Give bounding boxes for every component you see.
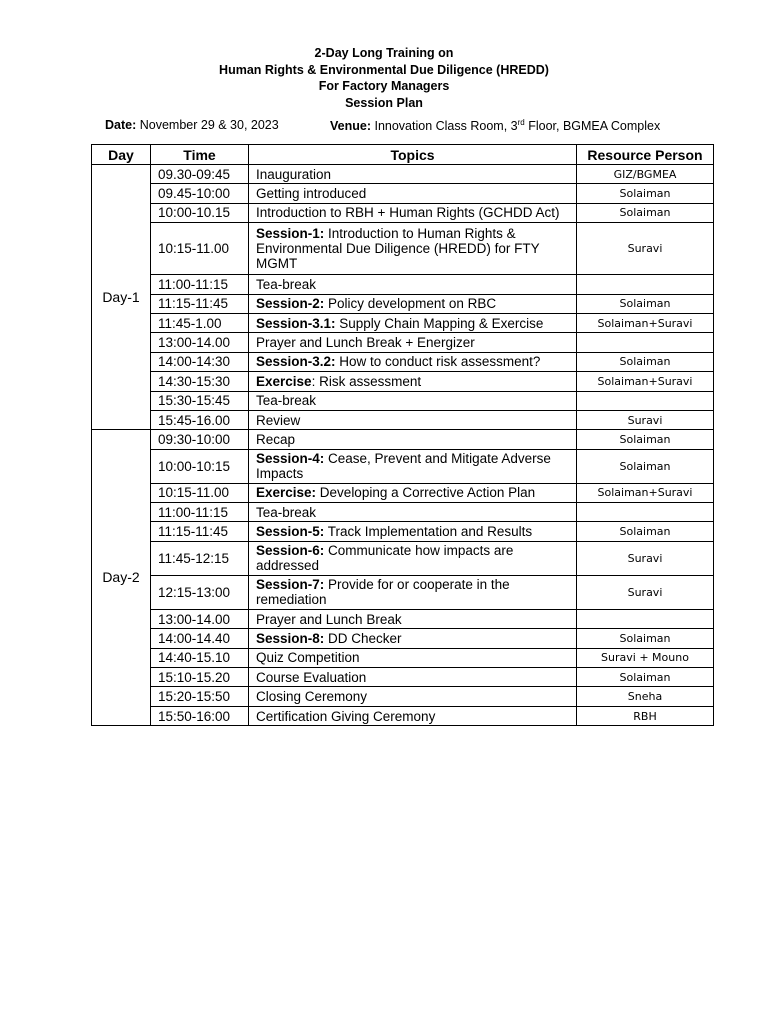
resource-person-cell: Solaiman+Suravi <box>577 372 714 391</box>
time-cell: 15:20-15:50 <box>151 687 249 706</box>
topic-cell <box>249 203 577 222</box>
resource-person-cell <box>577 275 714 294</box>
topic-text: Tea-break <box>256 276 317 292</box>
resource-person-cell: GIZ/BGMEA <box>577 165 714 184</box>
resource-person-cell: Solaiman <box>577 629 714 648</box>
table-row <box>92 706 714 725</box>
topic-cell <box>249 541 577 575</box>
topic-cell <box>249 648 577 667</box>
topic-cell <box>249 372 577 391</box>
topic-text: Getting introduced <box>256 186 367 202</box>
topic-session-label: Session-2: <box>256 296 325 312</box>
table-row <box>92 313 714 332</box>
time-cell: 11:00-11:15 <box>151 503 249 522</box>
table-row <box>92 522 714 541</box>
table-row <box>92 449 714 483</box>
table-row <box>92 294 714 313</box>
doc-title-line-4: Session Plan <box>345 95 423 110</box>
topic-text: : Risk assessment <box>311 373 422 389</box>
table-row <box>92 541 714 575</box>
table-header-row <box>92 145 714 165</box>
resource-person-cell: Suravi <box>577 223 714 275</box>
topic-cell <box>249 223 577 275</box>
topic-cell <box>249 687 577 706</box>
topic-cell <box>249 410 577 429</box>
date-value: November 29 & 30, 2023 <box>136 118 279 132</box>
topic-cell <box>249 333 577 352</box>
table-row <box>92 575 714 609</box>
topic-text: Tea-break <box>256 393 317 409</box>
doc-title-line-1: 2-Day Long Training on <box>314 46 454 60</box>
topic-cell <box>249 165 577 184</box>
time-cell: 12:15-13:00 <box>151 575 249 609</box>
resource-person-cell: Sneha <box>577 687 714 706</box>
resource-person-cell: Solaiman+Suravi <box>577 313 714 332</box>
table-row <box>92 352 714 371</box>
topic-text: Communicate how impacts are addressed <box>256 543 514 574</box>
table-row <box>92 609 714 628</box>
doc-title-line-2: Human Rights & Environmental Due Diligence (HREDD) <box>219 62 549 77</box>
venue-label: Venue: <box>330 119 371 134</box>
resource-person-cell: Solaiman <box>577 184 714 203</box>
topic-text: DD Checker <box>324 630 402 646</box>
time-cell: 10:15-11.00 <box>151 483 249 502</box>
topic-session-label: Session-1: <box>256 226 325 242</box>
resource-person-cell: Solaiman <box>577 203 714 222</box>
topic-cell <box>249 352 577 371</box>
time-cell: 15:10-15.20 <box>151 668 249 687</box>
resource-person-cell: Solaiman <box>577 352 714 371</box>
time-cell: 14:00-14:30 <box>151 352 249 371</box>
resource-person-cell: Solaiman <box>577 294 714 313</box>
topic-session-label: Session-7: <box>256 577 325 593</box>
header-resource-person: Resource Person <box>577 145 714 165</box>
table-row <box>92 165 714 184</box>
time-cell: 15:45-16.00 <box>151 410 249 429</box>
time-cell: 14:30-15:30 <box>151 372 249 391</box>
resource-person-cell: Suravi <box>577 410 714 429</box>
topic-text: Introduction to Human Rights & Environmental Due Diligence (HREDD) for FTY MGMT <box>256 226 540 272</box>
topic-text: Recap <box>256 431 296 447</box>
topic-text: Closing Ceremony <box>256 689 368 705</box>
date-line <box>105 118 279 132</box>
session-plan-table <box>91 144 714 726</box>
time-cell: 09.45-10:00 <box>151 184 249 203</box>
topic-cell <box>249 294 577 313</box>
table-body <box>92 165 714 726</box>
table-row <box>92 333 714 352</box>
date-label: Date: <box>105 118 137 132</box>
table-row <box>92 430 714 449</box>
table-row <box>92 275 714 294</box>
time-cell: 10:00-10:15 <box>151 449 249 483</box>
topic-session-label: Session-4: <box>256 451 325 467</box>
table-row <box>92 203 714 222</box>
table-row <box>92 483 714 502</box>
topic-cell <box>249 522 577 541</box>
time-cell: 10:15-11.00 <box>151 223 249 275</box>
topic-cell <box>249 449 577 483</box>
time-cell: 11:45-1.00 <box>151 313 249 332</box>
topic-cell <box>249 609 577 628</box>
topic-text: Review <box>256 412 301 428</box>
topic-text: Provide for or cooperate in the remediation <box>256 577 510 608</box>
table-row <box>92 668 714 687</box>
topic-text: Inauguration <box>256 166 332 182</box>
resource-person-cell: Suravi <box>577 575 714 609</box>
resource-person-cell: Solaiman <box>577 522 714 541</box>
header-time: Time <box>151 145 249 165</box>
topic-session-label: Exercise: <box>256 485 317 501</box>
venue-superscript: rd <box>517 118 525 127</box>
topic-session-label: Session-5: <box>256 524 325 540</box>
time-cell: 09:30-10:00 <box>151 430 249 449</box>
topic-text: Track Implementation and Results <box>324 524 533 540</box>
topic-text: Policy development on RBC <box>324 296 497 312</box>
time-cell: 09.30-09:45 <box>151 165 249 184</box>
topic-text: How to conduct risk assessment? <box>335 354 541 370</box>
resource-person-cell <box>577 609 714 628</box>
topic-cell <box>249 503 577 522</box>
doc-title-line-3: For Factory Managers <box>318 79 450 93</box>
time-cell: 11:15-11:45 <box>151 522 249 541</box>
resource-person-cell <box>577 333 714 352</box>
resource-person-cell: Solaiman <box>577 430 714 449</box>
topic-session-label: Session-8: <box>256 630 325 646</box>
table-row <box>92 391 714 410</box>
time-cell: 15:50-16:00 <box>151 706 249 725</box>
time-cell: 11:15-11:45 <box>151 294 249 313</box>
topic-cell <box>249 184 577 203</box>
day-2-cell: Day-2 <box>92 430 151 726</box>
topic-cell <box>249 575 577 609</box>
resource-person-cell: Solaiman <box>577 449 714 483</box>
table-row <box>92 503 714 522</box>
time-cell: 11:00-11:15 <box>151 275 249 294</box>
topic-cell <box>249 275 577 294</box>
table-row <box>92 184 714 203</box>
topic-cell <box>249 430 577 449</box>
venue-value-rest: Floor, BGMEA Complex <box>524 119 661 134</box>
table-row <box>92 629 714 648</box>
resource-person-cell: Suravi + Mouno <box>577 648 714 667</box>
resource-person-cell <box>577 391 714 410</box>
venue-value: Innovation Class Room, 3 <box>371 119 518 134</box>
time-cell: 13:00-14.00 <box>151 333 249 352</box>
table-row <box>92 410 714 429</box>
topic-text: Introduction to RBH + Human Rights (GCHDD Act) <box>256 205 560 221</box>
topic-cell <box>249 629 577 648</box>
time-cell: 10:00-10.15 <box>151 203 249 222</box>
topic-text: Tea-break <box>256 504 317 520</box>
topic-text: Supply Chain Mapping & Exercise <box>335 315 544 331</box>
topic-session-label: Exercise <box>256 373 312 389</box>
resource-person-cell: RBH <box>577 706 714 725</box>
topic-cell <box>249 706 577 725</box>
table-row <box>92 372 714 391</box>
topic-session-label: Session-3.1: <box>256 315 336 331</box>
topic-cell <box>249 391 577 410</box>
time-cell: 15:30-15:45 <box>151 391 249 410</box>
topic-text: Prayer and Lunch Break + Energizer <box>256 335 475 351</box>
time-cell: 13:00-14.00 <box>151 609 249 628</box>
table-row <box>92 648 714 667</box>
resource-person-cell: Solaiman <box>577 668 714 687</box>
topic-text: Course Evaluation <box>256 669 367 685</box>
topic-text: Quiz Competition <box>256 650 360 666</box>
venue-line <box>330 118 660 133</box>
topic-text: Prayer and Lunch Break <box>256 611 402 627</box>
resource-person-cell: Solaiman+Suravi <box>577 483 714 502</box>
topic-cell <box>249 668 577 687</box>
resource-person-cell: Suravi <box>577 541 714 575</box>
table-row <box>92 687 714 706</box>
topic-text: Certification Giving Ceremony <box>256 708 436 724</box>
table-row <box>92 223 714 275</box>
topic-session-label: Session-3.2: <box>256 354 336 370</box>
resource-person-cell <box>577 503 714 522</box>
header-topics: Topics <box>249 145 577 165</box>
topic-text: Cease, Prevent and Mitigate Adverse Impacts <box>256 451 551 482</box>
header-day: Day <box>92 145 151 165</box>
time-cell: 11:45-12:15 <box>151 541 249 575</box>
topic-cell <box>249 313 577 332</box>
day-1-cell: Day-1 <box>92 165 151 430</box>
time-cell: 14:00-14.40 <box>151 629 249 648</box>
topic-session-label: Session-6: <box>256 543 325 559</box>
time-cell: 14:40-15.10 <box>151 648 249 667</box>
topic-cell <box>249 483 577 502</box>
topic-text: Developing a Corrective Action Plan <box>316 485 536 501</box>
